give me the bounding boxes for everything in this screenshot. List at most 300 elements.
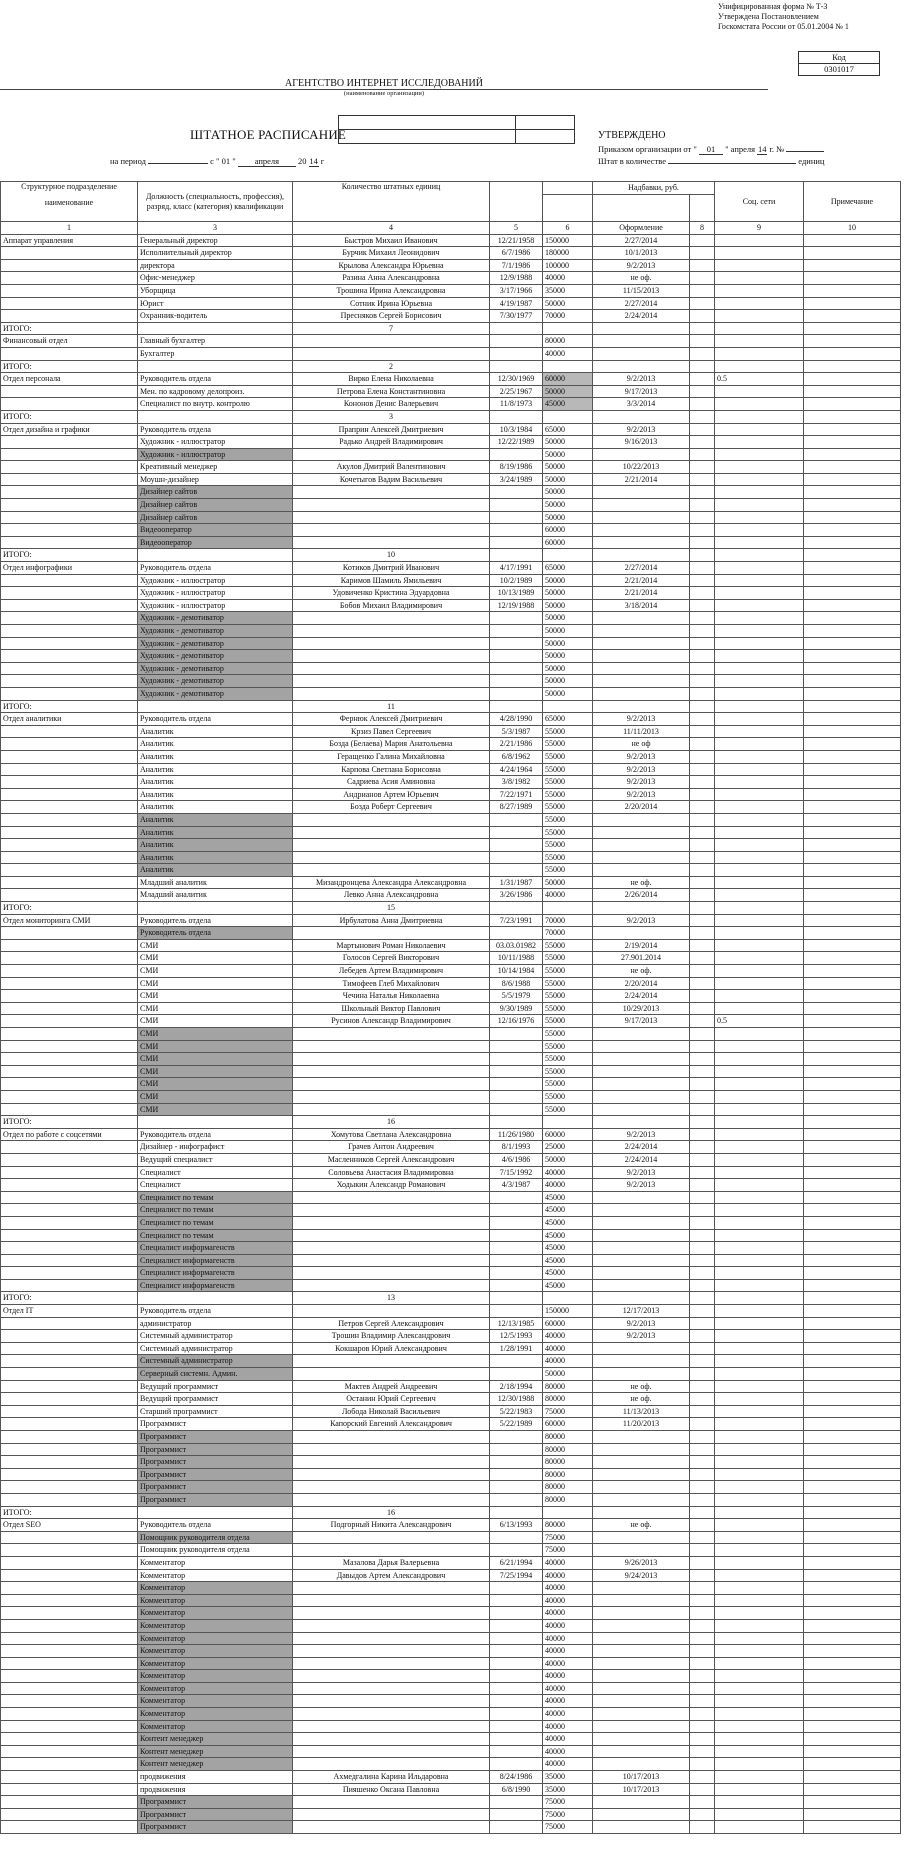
- table-row: [1, 1166, 901, 1179]
- table-row: [1, 914, 901, 927]
- formalization-cell: [593, 1040, 690, 1053]
- salary-cell: 80000: [543, 1443, 593, 1456]
- order-day: 01: [699, 144, 723, 155]
- dept-cell: ИТОГО:: [1, 360, 138, 373]
- social-cell: [715, 675, 804, 688]
- social-cell: [715, 1204, 804, 1217]
- position-cell: Мен. по кадровому делопроиз.: [138, 385, 293, 398]
- employee-cell: [293, 1670, 490, 1683]
- position-cell: СМИ: [138, 1078, 293, 1091]
- col8-cell: [690, 1632, 715, 1645]
- formalization-cell: 12/17/2013: [593, 1305, 690, 1318]
- social-cell: [715, 1405, 804, 1418]
- birthdate-cell: [490, 448, 543, 461]
- birthdate-cell: [490, 1733, 543, 1746]
- employee-cell: 16: [293, 1116, 490, 1129]
- salary-cell: 40000: [543, 1166, 593, 1179]
- dept-cell: [1, 1368, 138, 1381]
- table-row: [1, 788, 901, 801]
- salary-cell: 40000: [543, 347, 593, 360]
- salary-cell: 80000: [543, 1380, 593, 1393]
- table-row: [1, 385, 901, 398]
- employee-cell: 15: [293, 902, 490, 915]
- social-cell: [715, 1758, 804, 1771]
- dept-cell: [1, 1204, 138, 1217]
- position-cell: СМИ: [138, 1053, 293, 1066]
- employee-cell: Соловьева Анастасия Владимировна: [293, 1166, 490, 1179]
- formalization-cell: [593, 1242, 690, 1255]
- employee-cell: Русинов Александр Владимирович: [293, 1015, 490, 1028]
- salary-cell: 60000: [543, 1317, 593, 1330]
- col8-cell: [690, 637, 715, 650]
- social-cell: [715, 713, 804, 726]
- salary-cell: 50000: [543, 436, 593, 449]
- note-cell: [804, 1065, 901, 1078]
- note-cell: [804, 322, 901, 335]
- table-row: [1, 1040, 901, 1053]
- dept-cell: [1, 1216, 138, 1229]
- table-row: [1, 776, 901, 789]
- table-row: [1, 1556, 901, 1569]
- salary-cell: 55000: [543, 1053, 593, 1066]
- dept-cell: [1, 1418, 138, 1431]
- formalization-cell: [593, 1582, 690, 1595]
- dept-cell: [1, 1619, 138, 1632]
- note-cell: [804, 725, 901, 738]
- birthdate-cell: [490, 675, 543, 688]
- formalization-cell: [593, 625, 690, 638]
- note-cell: [804, 1116, 901, 1129]
- formalization-cell: 2/21/2014: [593, 574, 690, 587]
- salary-cell: [543, 1292, 593, 1305]
- col8-cell: [690, 1103, 715, 1116]
- employee-cell: [293, 1103, 490, 1116]
- social-cell: [715, 1519, 804, 1532]
- position-cell: [138, 549, 293, 562]
- col8-cell: [690, 272, 715, 285]
- col8-cell: [690, 851, 715, 864]
- position-cell: Художник - демотиватор: [138, 625, 293, 638]
- col8-cell: [690, 990, 715, 1003]
- note-cell: [804, 1380, 901, 1393]
- position-cell: Офис-менеджер: [138, 272, 293, 285]
- note-cell: [804, 1632, 901, 1645]
- formalization-cell: 3/18/2014: [593, 599, 690, 612]
- note-cell: [804, 776, 901, 789]
- dept-cell: [1, 1053, 138, 1066]
- social-cell: [715, 1544, 804, 1557]
- salary-cell: 50000: [543, 461, 593, 474]
- note-cell: [804, 360, 901, 373]
- salary-cell: 40000: [543, 1355, 593, 1368]
- order-month: " апреля: [725, 144, 756, 154]
- salary-cell: 65000: [543, 713, 593, 726]
- total-row: [1, 1292, 901, 1305]
- formalization-cell: [593, 322, 690, 335]
- col8-cell: [690, 952, 715, 965]
- social-cell: [715, 1670, 804, 1683]
- salary-cell: 35000: [543, 1771, 593, 1784]
- note-cell: [804, 423, 901, 436]
- position-cell: Художник - иллюстратор: [138, 448, 293, 461]
- salary-cell: 40000: [543, 1758, 593, 1771]
- col8-cell: [690, 687, 715, 700]
- col8-cell: [690, 1645, 715, 1658]
- table-row: [1, 876, 901, 889]
- position-cell: Комментатор: [138, 1594, 293, 1607]
- social-cell: [715, 385, 804, 398]
- col-number: 6: [543, 222, 593, 235]
- formalization-cell: 9/2/2013: [593, 914, 690, 927]
- formalization-cell: [593, 1204, 690, 1217]
- position-cell: директора: [138, 259, 293, 272]
- position-cell: Аналитик: [138, 813, 293, 826]
- note-cell: [804, 1594, 901, 1607]
- social-cell: [715, 1317, 804, 1330]
- formalization-cell: 9/2/2013: [593, 1179, 690, 1192]
- dept-cell: [1, 1040, 138, 1053]
- table-row: [1, 1682, 901, 1695]
- note-cell: [804, 1431, 901, 1444]
- table-row: [1, 1405, 901, 1418]
- table-row: [1, 1670, 901, 1683]
- position-cell: Комментатор: [138, 1657, 293, 1670]
- birthdate-cell: 12/30/1969: [490, 373, 543, 386]
- dept-cell: [1, 1456, 138, 1469]
- birthdate-cell: 10/2/1989: [490, 574, 543, 587]
- col8-cell: [690, 1544, 715, 1557]
- salary-cell: 40000: [543, 1607, 593, 1620]
- birthdate-cell: 4/3/1987: [490, 1179, 543, 1192]
- table-row: [1, 1456, 901, 1469]
- position-cell: Художник - демотиватор: [138, 650, 293, 663]
- salary-cell: [543, 902, 593, 915]
- birthdate-cell: [490, 662, 543, 675]
- salary-cell: 55000: [543, 813, 593, 826]
- note-cell: [804, 902, 901, 915]
- total-row: [1, 322, 901, 335]
- table-row: [1, 725, 901, 738]
- social-cell: [715, 1796, 804, 1809]
- total-row: [1, 410, 901, 423]
- position-cell: СМИ: [138, 977, 293, 990]
- dept-cell: [1, 1355, 138, 1368]
- note-cell: [804, 977, 901, 990]
- employee-cell: Мазалова Дарья Валерьевна: [293, 1556, 490, 1569]
- formalization-cell: [593, 1506, 690, 1519]
- formalization-cell: [593, 1065, 690, 1078]
- birthdate-cell: [490, 927, 543, 940]
- position-cell: Руководитель отдела: [138, 562, 293, 575]
- birthdate-cell: [490, 335, 543, 348]
- col8-cell: [690, 1078, 715, 1091]
- note-cell: [804, 1821, 901, 1834]
- position-cell: [138, 360, 293, 373]
- formalization-cell: [593, 700, 690, 713]
- salary-cell: 60000: [543, 373, 593, 386]
- note-cell: [804, 1015, 901, 1028]
- social-cell: [715, 914, 804, 927]
- birthdate-cell: 7/15/1992: [490, 1166, 543, 1179]
- form-ref-line: Унифицированная форма № Т-3: [718, 2, 828, 11]
- employee-cell: [293, 1431, 490, 1444]
- dept-cell: [1, 1015, 138, 1028]
- dept-cell: [1, 1002, 138, 1015]
- employee-cell: Геращенко Галина Михайловна: [293, 750, 490, 763]
- social-cell: [715, 1506, 804, 1519]
- social-cell: [715, 234, 804, 247]
- table-row: [1, 1418, 901, 1431]
- formalization-cell: 2/24/2014: [593, 1141, 690, 1154]
- position-cell: Комментатор: [138, 1682, 293, 1695]
- note-cell: [804, 1531, 901, 1544]
- formalization-cell: 27.901.2014: [593, 952, 690, 965]
- employee-cell: Лобода Николай Васильевич: [293, 1405, 490, 1418]
- employee-cell: Масленников Сергей Александрович: [293, 1153, 490, 1166]
- position-cell: Ведущий программист: [138, 1380, 293, 1393]
- social-cell: [715, 927, 804, 940]
- note-cell: [804, 813, 901, 826]
- position-cell: Дизайнер - инфографист: [138, 1141, 293, 1154]
- social-cell: [715, 1103, 804, 1116]
- birthdate-cell: [490, 826, 543, 839]
- birthdate-cell: [490, 1028, 543, 1041]
- dept-cell: [1, 738, 138, 751]
- table-row: [1, 247, 901, 260]
- dept-cell: [1, 1380, 138, 1393]
- col-number: 1: [1, 222, 138, 235]
- formalization-cell: [593, 1229, 690, 1242]
- dept-cell: [1, 1481, 138, 1494]
- table-row: [1, 750, 901, 763]
- salary-cell: 55000: [543, 952, 593, 965]
- note-cell: [804, 700, 901, 713]
- salary-cell: 45000: [543, 1254, 593, 1267]
- salary-cell: 50000: [543, 1368, 593, 1381]
- position-cell: Дизайнер сайтов: [138, 511, 293, 524]
- salary-cell: 40000: [543, 1708, 593, 1721]
- table-row: [1, 499, 901, 512]
- position-cell: Комментатор: [138, 1670, 293, 1683]
- salary-cell: [543, 322, 593, 335]
- col8-cell: [690, 599, 715, 612]
- formalization-cell: 2/27/2014: [593, 234, 690, 247]
- salary-cell: 55000: [543, 788, 593, 801]
- col8-cell: [690, 1418, 715, 1431]
- salary-cell: 40000: [543, 1745, 593, 1758]
- col8-cell: [690, 763, 715, 776]
- col8-cell: [690, 562, 715, 575]
- col8-cell: [690, 423, 715, 436]
- table-row: [1, 1519, 901, 1532]
- employee-cell: [293, 612, 490, 625]
- social-cell: [715, 1783, 804, 1796]
- salary-cell: 55000: [543, 990, 593, 1003]
- position-cell: Аналитик: [138, 826, 293, 839]
- col8-cell: [690, 1607, 715, 1620]
- dept-cell: [1, 826, 138, 839]
- note-cell: [804, 1002, 901, 1015]
- formalization-cell: [593, 1695, 690, 1708]
- dept-cell: [1, 310, 138, 323]
- social-cell: [715, 423, 804, 436]
- salary-cell: 75000: [543, 1544, 593, 1557]
- birthdate-cell: 5/22/1989: [490, 1418, 543, 1431]
- social-cell: [715, 700, 804, 713]
- dept-cell: [1, 927, 138, 940]
- social-cell: [715, 284, 804, 297]
- birthdate-cell: 4/17/1991: [490, 562, 543, 575]
- social-cell: [715, 1028, 804, 1041]
- note-cell: [804, 1443, 901, 1456]
- salary-cell: [543, 360, 593, 373]
- staff-units: единиц: [798, 156, 825, 166]
- note-cell: [804, 738, 901, 751]
- formalization-cell: [593, 1708, 690, 1721]
- position-cell: Художник - иллюстратор: [138, 574, 293, 587]
- birthdate-cell: [490, 1053, 543, 1066]
- position-cell: Моушн-дизайнер: [138, 473, 293, 486]
- salary-cell: 55000: [543, 839, 593, 852]
- formalization-cell: [593, 1645, 690, 1658]
- salary-cell: 80000: [543, 335, 593, 348]
- salary-cell: 45000: [543, 398, 593, 411]
- col8-cell: [690, 1002, 715, 1015]
- table-row: [1, 1368, 901, 1381]
- salary-cell: 75000: [543, 1796, 593, 1809]
- position-cell: Руководитель отдела: [138, 1519, 293, 1532]
- note-cell: [804, 1179, 901, 1192]
- salary-cell: 80000: [543, 1493, 593, 1506]
- formalization-cell: [593, 1821, 690, 1834]
- social-cell: [715, 1393, 804, 1406]
- social-cell: [715, 889, 804, 902]
- social-cell: [715, 1166, 804, 1179]
- employee-cell: [293, 1619, 490, 1632]
- formalization-cell: 2/19/2014: [593, 939, 690, 952]
- birthdate-cell: [490, 1682, 543, 1695]
- position-cell: Художник - демотиватор: [138, 675, 293, 688]
- position-cell: Руководитель отдела: [138, 914, 293, 927]
- position-cell: Помощник руководителя отдела: [138, 1531, 293, 1544]
- dept-cell: [1, 788, 138, 801]
- formalization-cell: [593, 1028, 690, 1041]
- dept-cell: [1, 1431, 138, 1444]
- birthdate-cell: [490, 536, 543, 549]
- note-cell: [804, 1153, 901, 1166]
- position-cell: Руководитель отдела: [138, 1305, 293, 1318]
- table-row: [1, 486, 901, 499]
- social-cell: [715, 1216, 804, 1229]
- employee-cell: [293, 536, 490, 549]
- col8-cell: [690, 574, 715, 587]
- note-cell: [804, 511, 901, 524]
- formalization-cell: [593, 637, 690, 650]
- employee-cell: [293, 1191, 490, 1204]
- birthdate-cell: [490, 1305, 543, 1318]
- birthdate-cell: [490, 410, 543, 423]
- table-row: [1, 1179, 901, 1192]
- note-cell: [804, 1141, 901, 1154]
- table-row: [1, 801, 901, 814]
- col8-cell: [690, 1531, 715, 1544]
- dept-cell: [1, 1796, 138, 1809]
- position-cell: Генеральный директор: [138, 234, 293, 247]
- birthdate-cell: [490, 1481, 543, 1494]
- formalization-cell: [593, 1103, 690, 1116]
- position-cell: Специалист информагенств: [138, 1254, 293, 1267]
- employee-cell: 3: [293, 410, 490, 423]
- dept-cell: Отдел IT: [1, 1305, 138, 1318]
- formalization-cell: 2/26/2014: [593, 889, 690, 902]
- dept-cell: [1, 1342, 138, 1355]
- formalization-cell: 10/1/2013: [593, 247, 690, 260]
- employee-cell: Ходыкин Александр Романович: [293, 1179, 490, 1192]
- formalization-cell: [593, 1443, 690, 1456]
- employee-cell: Мактев Андрей Андреевич: [293, 1380, 490, 1393]
- formalization-cell: 9/24/2013: [593, 1569, 690, 1582]
- formalization-cell: 2/20/2014: [593, 977, 690, 990]
- birthdate-cell: 10/14/1984: [490, 965, 543, 978]
- employee-cell: [293, 1279, 490, 1292]
- note-cell: [804, 625, 901, 638]
- social-cell: [715, 1556, 804, 1569]
- table-row: [1, 423, 901, 436]
- social-cell: [715, 1368, 804, 1381]
- note-cell: [804, 1670, 901, 1683]
- approval-heading: УТВЕРЖДЕНО: [598, 130, 666, 141]
- col8-cell: [690, 1254, 715, 1267]
- employee-cell: [293, 1796, 490, 1809]
- formalization-cell: [593, 1292, 690, 1305]
- dept-cell: [1, 813, 138, 826]
- col8-cell: [690, 939, 715, 952]
- position-cell: СМИ: [138, 952, 293, 965]
- col8-cell: [690, 1065, 715, 1078]
- position-cell: Специалист информагенств: [138, 1242, 293, 1255]
- col8-cell: [690, 1330, 715, 1343]
- salary-cell: 50000: [543, 499, 593, 512]
- social-cell: [715, 801, 804, 814]
- employee-cell: Петрова Елена Константиновна: [293, 385, 490, 398]
- col8-cell: [690, 826, 715, 839]
- birthdate-cell: 12/21/1958: [490, 234, 543, 247]
- col8-cell: [690, 1493, 715, 1506]
- period-year-suffix: г: [320, 156, 325, 166]
- social-cell: [715, 1720, 804, 1733]
- position-cell: СМИ: [138, 1040, 293, 1053]
- employee-cell: [293, 335, 490, 348]
- col8-cell: [690, 1179, 715, 1192]
- position-cell: СМИ: [138, 965, 293, 978]
- employee-cell: [293, 625, 490, 638]
- document-number-grid: [338, 115, 575, 144]
- birthdate-cell: [490, 1242, 543, 1255]
- birthdate-cell: 3/26/1986: [490, 889, 543, 902]
- salary-cell: 40000: [543, 1582, 593, 1595]
- table-row: [1, 1607, 901, 1620]
- dept-cell: Отдел инфографики: [1, 562, 138, 575]
- employee-cell: [293, 1745, 490, 1758]
- dept-cell: [1, 1783, 138, 1796]
- position-cell: СМИ: [138, 990, 293, 1003]
- dept-cell: [1, 864, 138, 877]
- table-row: [1, 1002, 901, 1015]
- dept-cell: [1, 1544, 138, 1557]
- col8-cell: [690, 549, 715, 562]
- employee-cell: Карпова Светлана Борисовна: [293, 763, 490, 776]
- birthdate-cell: [490, 1355, 543, 1368]
